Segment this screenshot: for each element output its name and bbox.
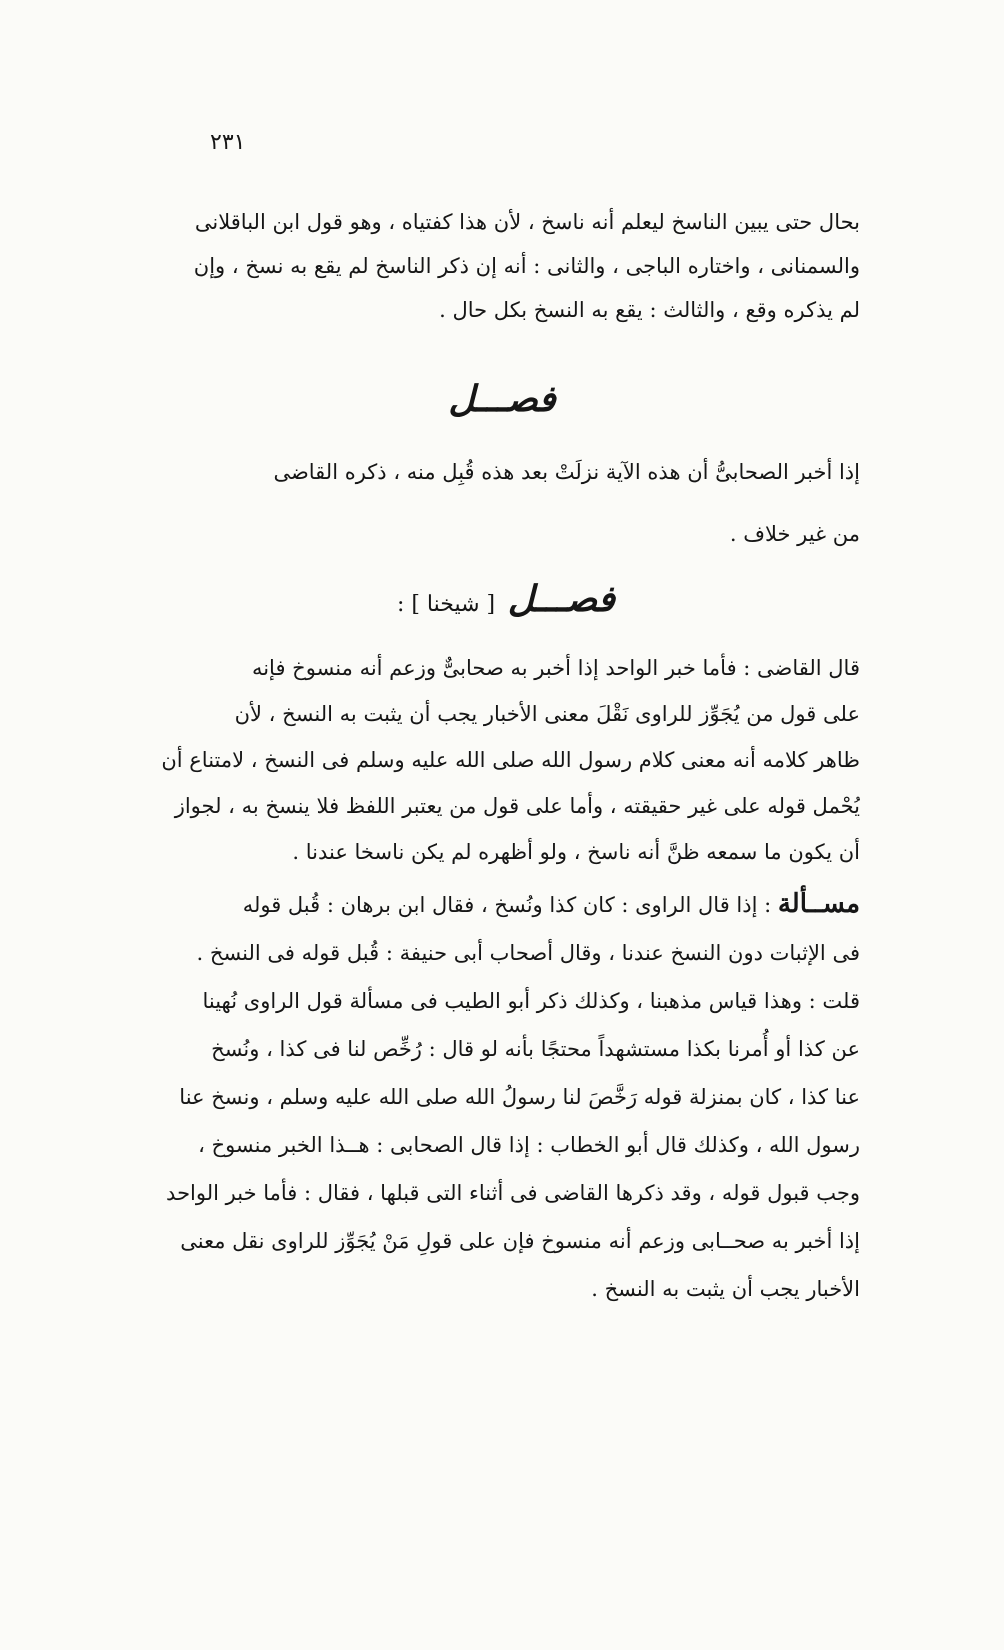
text-line: رسول الله ، وكذلك قال أبو الخطاب : إذا قال الصحابى : هــذا الخبر منسوخ ، xyxy=(198,1133,860,1157)
masala-first-line: : إذا قال الراوى : كان كذا ونُسخ ، فقال ابن برهان : قُبل قوله xyxy=(242,893,778,917)
page-number: ٢٣١ xyxy=(210,130,246,155)
text-line: قلت : وهذا قياس مذهبنا ، وكذلك ذكر أبو الطيب فى مسألة قول الراوى نُهينا xyxy=(202,989,860,1013)
text-line: يُحْمل قوله على غير حقيقته ، وأما على قول من يعتبر اللفظ فلا ينسخ به ، لجواز xyxy=(174,794,860,818)
text-line: قال القاضى : فأما خبر الواحد إذا أخبر به صحابىٌّ وزعم أنه منسوخ فإنه xyxy=(251,656,860,680)
text-line: عنا كذا ، كان بمنزلة قوله رَخَّصَ لنا رسولُ الله صلى الله عليه وسلم ، ونسخ عنا xyxy=(179,1085,860,1109)
text-line: لم يذكره وقع ، والثالث : يقع به النسخ بكل حال . xyxy=(439,298,860,322)
section-heading-text: فصـــل xyxy=(448,378,556,420)
text-line: وجب قبول قوله ، وقد ذكرها القاضى فى أثناء التى قبلها ، فقال : فأما خبر الواحد xyxy=(166,1181,860,1205)
section-heading-text: فصـــل xyxy=(507,578,616,620)
text-line: عن كذا أو أُمرنا بكذا مستشهداً محتجًا بأنه لو قال : رُخِّص لنا فى كذا ، ونُسخ xyxy=(211,1037,860,1061)
text-line: إذا أخبر به صحــابى وزعم أنه منسوخ فإن على قولِ مَنْ يُجَوِّز للراوى نقل معنى xyxy=(180,1229,860,1253)
text-line: الأخبار يجب أن يثبت به النسخ . xyxy=(591,1277,860,1301)
text-line: ظاهر كلامه أنه معنى كلام رسول الله صلى الله عليه وسلم فى النسخ ، لامتناع أن xyxy=(161,748,860,772)
text-line: إذا أخبر الصحابىُّ أن هذه الآية نزلَتْ بعد هذه قُبِل منه ، ذكره القاضى xyxy=(273,460,860,484)
text-line: والسمنانى ، واختاره الباجى ، والثانى : أنه إن ذكر الناسخ لم يقع به نسخ ، وإن xyxy=(193,254,860,278)
text-line xyxy=(150,880,860,929)
paragraph-sahabi-report xyxy=(150,450,860,556)
text-line: فى الإثبات دون النسخ عندنا ، وقال أصحاب أبى حنيفة : قُبل قوله فى النسخ . xyxy=(196,941,860,965)
text-line: من غير خلاف . xyxy=(729,522,860,546)
section-heading-fasl-shaykhuna xyxy=(0,578,1004,620)
section-heading-label: [ شيخنا ] : xyxy=(396,592,496,617)
text-line: على قول من يُجَوِّز للراوى نَقْلَ معنى الأخبار يجب أن يثبت به النسخ ، لأن xyxy=(234,702,860,726)
paragraph-continuation xyxy=(150,200,860,332)
paragraph-qadi xyxy=(150,645,860,875)
text-line: أن يكون ما سمعه ظنَّ أنه ناسخ ، ولو أظهره لم يكن ناسخا عندنا . xyxy=(292,840,860,864)
masala-heading: مســألة xyxy=(777,889,860,919)
paragraph-masala xyxy=(150,880,860,1313)
section-heading-fasl xyxy=(0,378,1004,420)
text-line: بحال حتى يبين الناسخ ليعلم أنه ناسخ ، لأن هذا كفتياه ، وهو قول ابن الباقلانى xyxy=(194,210,860,234)
